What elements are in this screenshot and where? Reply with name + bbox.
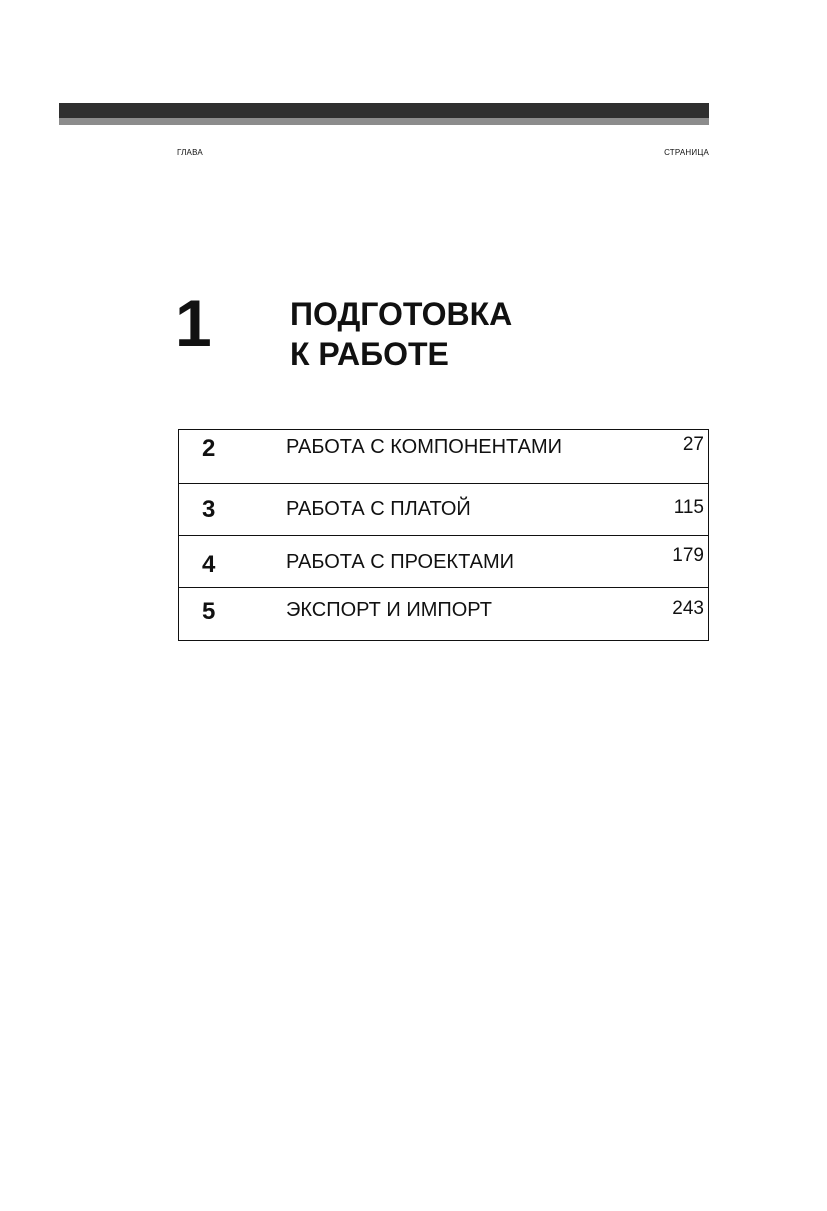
toc-chapter-number: 4	[202, 551, 216, 578]
toc-chapter-number: 3	[202, 496, 216, 523]
toc-row[interactable]	[179, 430, 708, 483]
toc-row[interactable]	[179, 535, 708, 588]
current-chapter-number: 1	[175, 286, 212, 360]
header-bar-gray	[59, 118, 709, 125]
toc-row[interactable]	[179, 587, 708, 641]
chapter-title-line-2: К РАБОТЕ	[290, 336, 449, 372]
toc-page-number: 243	[672, 598, 704, 619]
toc-chapter-title: РАБОТА С КОМПОНЕНТАМИ	[286, 436, 562, 458]
toc-page-number: 27	[682, 434, 704, 455]
toc-chapter-number: 2	[202, 435, 216, 462]
header-bar-dark	[59, 103, 709, 118]
chapter-title-line-1: ПОДГОТОВКА	[290, 296, 513, 332]
toc-row[interactable]	[179, 483, 708, 536]
current-chapter-title	[290, 294, 512, 374]
page-column-label: СТРАНИЦА	[664, 148, 709, 157]
toc-table	[178, 429, 709, 641]
toc-chapter-number: 5	[202, 598, 216, 625]
toc-page-number: 115	[673, 497, 704, 518]
chapter-column-label: ГЛАВА	[177, 148, 203, 157]
toc-page-number: 179	[672, 545, 704, 566]
toc-chapter-title: РАБОТА С ПЛАТОЙ	[286, 498, 471, 520]
toc-chapter-title: РАБОТА С ПРОЕКТАМИ	[286, 551, 514, 573]
toc-chapter-title: ЭКСПОРТ И ИМПОРТ	[286, 599, 492, 621]
